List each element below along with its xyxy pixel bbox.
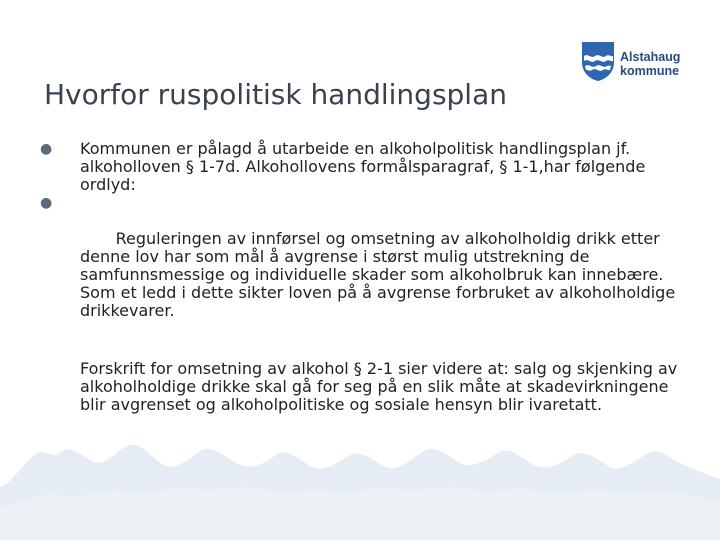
bullet-text: Reguleringen av innførsel og omsetning av alkoholholdig drikk etter denne lov har som mål å avgrense i størst mulig utstrekning de samfunnsmessige og individuelle skader som alkoholbruk kan innebære. Som et ledd i dette sikter loven på å avgrense forbruket av alkoholholdige drikkevarer.	[80, 229, 681, 320]
coat-of-arms-icon	[580, 40, 616, 82]
municipality-logo	[580, 40, 690, 84]
bullet-icon: ●	[40, 195, 53, 211]
slide-body	[40, 140, 690, 430]
regulation-paragraph: Forskrift for omsetning av alkohol § 2-1 sier videre at: salg og skjenking av alkoholholdige drikke skal gå for seg på en slik måte at skadevirkningene blir avgrenset og alkoholpolitiske og sosiale hensyn blir ivaretatt.	[80, 359, 678, 414]
bullet-item	[40, 140, 690, 194]
bullet-text: Kommunen er pålagd å utarbeide en alkoholpolitisk handlingsplan jf. alkoholloven § 1-7d. Alkohollovens formålsparagraf, § 1-1,har følgende ordlyd:	[80, 139, 646, 194]
logo-line-1: Alstahaug	[620, 50, 681, 64]
bullet-icon: ●	[40, 141, 53, 157]
mountain-silhouette	[0, 425, 720, 540]
slide-title: Hvorfor ruspolitisk handlingsplan	[44, 78, 507, 111]
bullet-item	[40, 194, 690, 338]
logo-line-2: kommune	[620, 64, 680, 78]
